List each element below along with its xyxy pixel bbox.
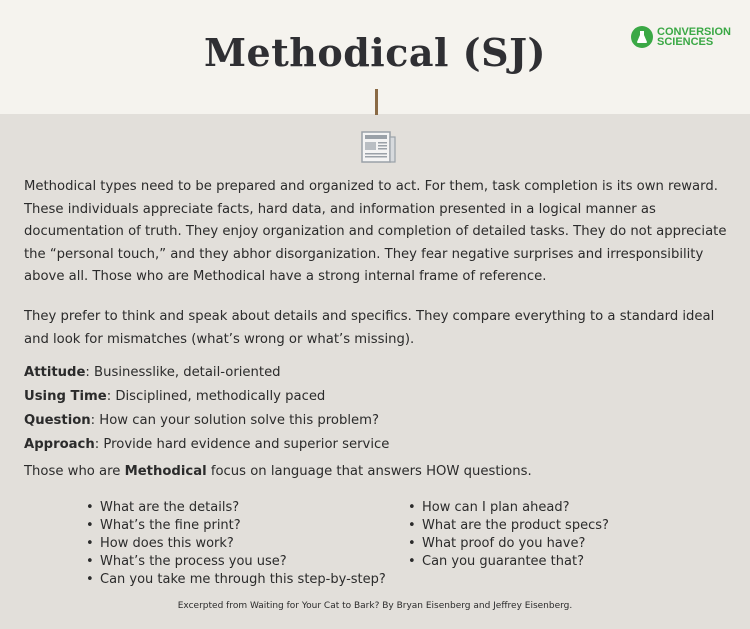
logo-text: [657, 27, 731, 47]
details-paragraph: They prefer to think and speak about details and specifics. They compare everything to a standard ideal and look for mismatches (what’s wrong or what’s missing).: [24, 309, 715, 347]
list-item: • What are the details?: [86, 499, 386, 517]
list-item: • Can you guarantee that?: [408, 553, 609, 571]
focus-type: Methodical: [124, 464, 207, 479]
focus-suffix: focus on language that answers HOW questions.: [206, 464, 532, 479]
page-title: Methodical (SJ): [203, 30, 547, 75]
flask-icon: [631, 26, 653, 48]
list-item: • Can you take me through this step-by-step?: [86, 571, 386, 589]
trait-label: Using Time: [24, 389, 107, 404]
traits-list: [24, 361, 389, 457]
questions-right-list: [408, 499, 609, 571]
focus-sentence: [24, 461, 734, 484]
trait-question: [24, 409, 389, 433]
list-item: • How does this work?: [86, 535, 386, 553]
logo-line-1: CONVERSION: [657, 26, 731, 38]
trait-value: : Businesslike, detail-oriented: [85, 365, 281, 380]
questions-left-list: [86, 499, 386, 589]
trait-value: : Provide hard evidence and superior service: [94, 437, 390, 452]
trait-value: : How can your solution solve this problem?: [90, 413, 379, 428]
trait-label: Attitude: [24, 365, 86, 380]
list-item: • What proof do you have?: [408, 535, 609, 553]
trait-label: Approach: [24, 437, 95, 452]
list-item: • What are the product specs?: [408, 517, 609, 535]
logo-line-2: SCIENCES: [657, 36, 714, 48]
list-item: • What’s the process you use?: [86, 553, 386, 571]
trait-approach: [24, 433, 389, 457]
trait-attitude: [24, 361, 389, 385]
conversion-sciences-logo: [631, 26, 731, 48]
trait-value: : Disciplined, methodically paced: [106, 389, 326, 404]
trait-using-time: [24, 385, 389, 409]
intro-paragraph: Methodical types need to be prepared and organized to act. For them, task completion is its own reward. These individuals appreciate facts, hard data, and information presented in a logical manner as documentation of truth. They enjoy organization and completion of detailed tasks. They do not appreciate the “personal touch,” and they abhor disorganization. They fear negative surprises and irresponsibility above all. Those who are Methodical have a strong internal frame of reference.: [24, 179, 727, 285]
divider-stem: [375, 89, 378, 115]
newspaper-icon: [361, 131, 397, 169]
focus-prefix: Those who are: [24, 464, 125, 479]
source-citation: Excerpted from Waiting for Your Cat to Bark? By Bryan Eisenberg and Jeffrey Eisenberg.: [177, 601, 573, 611]
list-item: • How can I plan ahead?: [408, 499, 609, 517]
list-item: • What’s the fine print?: [86, 517, 386, 535]
trait-label: Question: [24, 413, 91, 428]
